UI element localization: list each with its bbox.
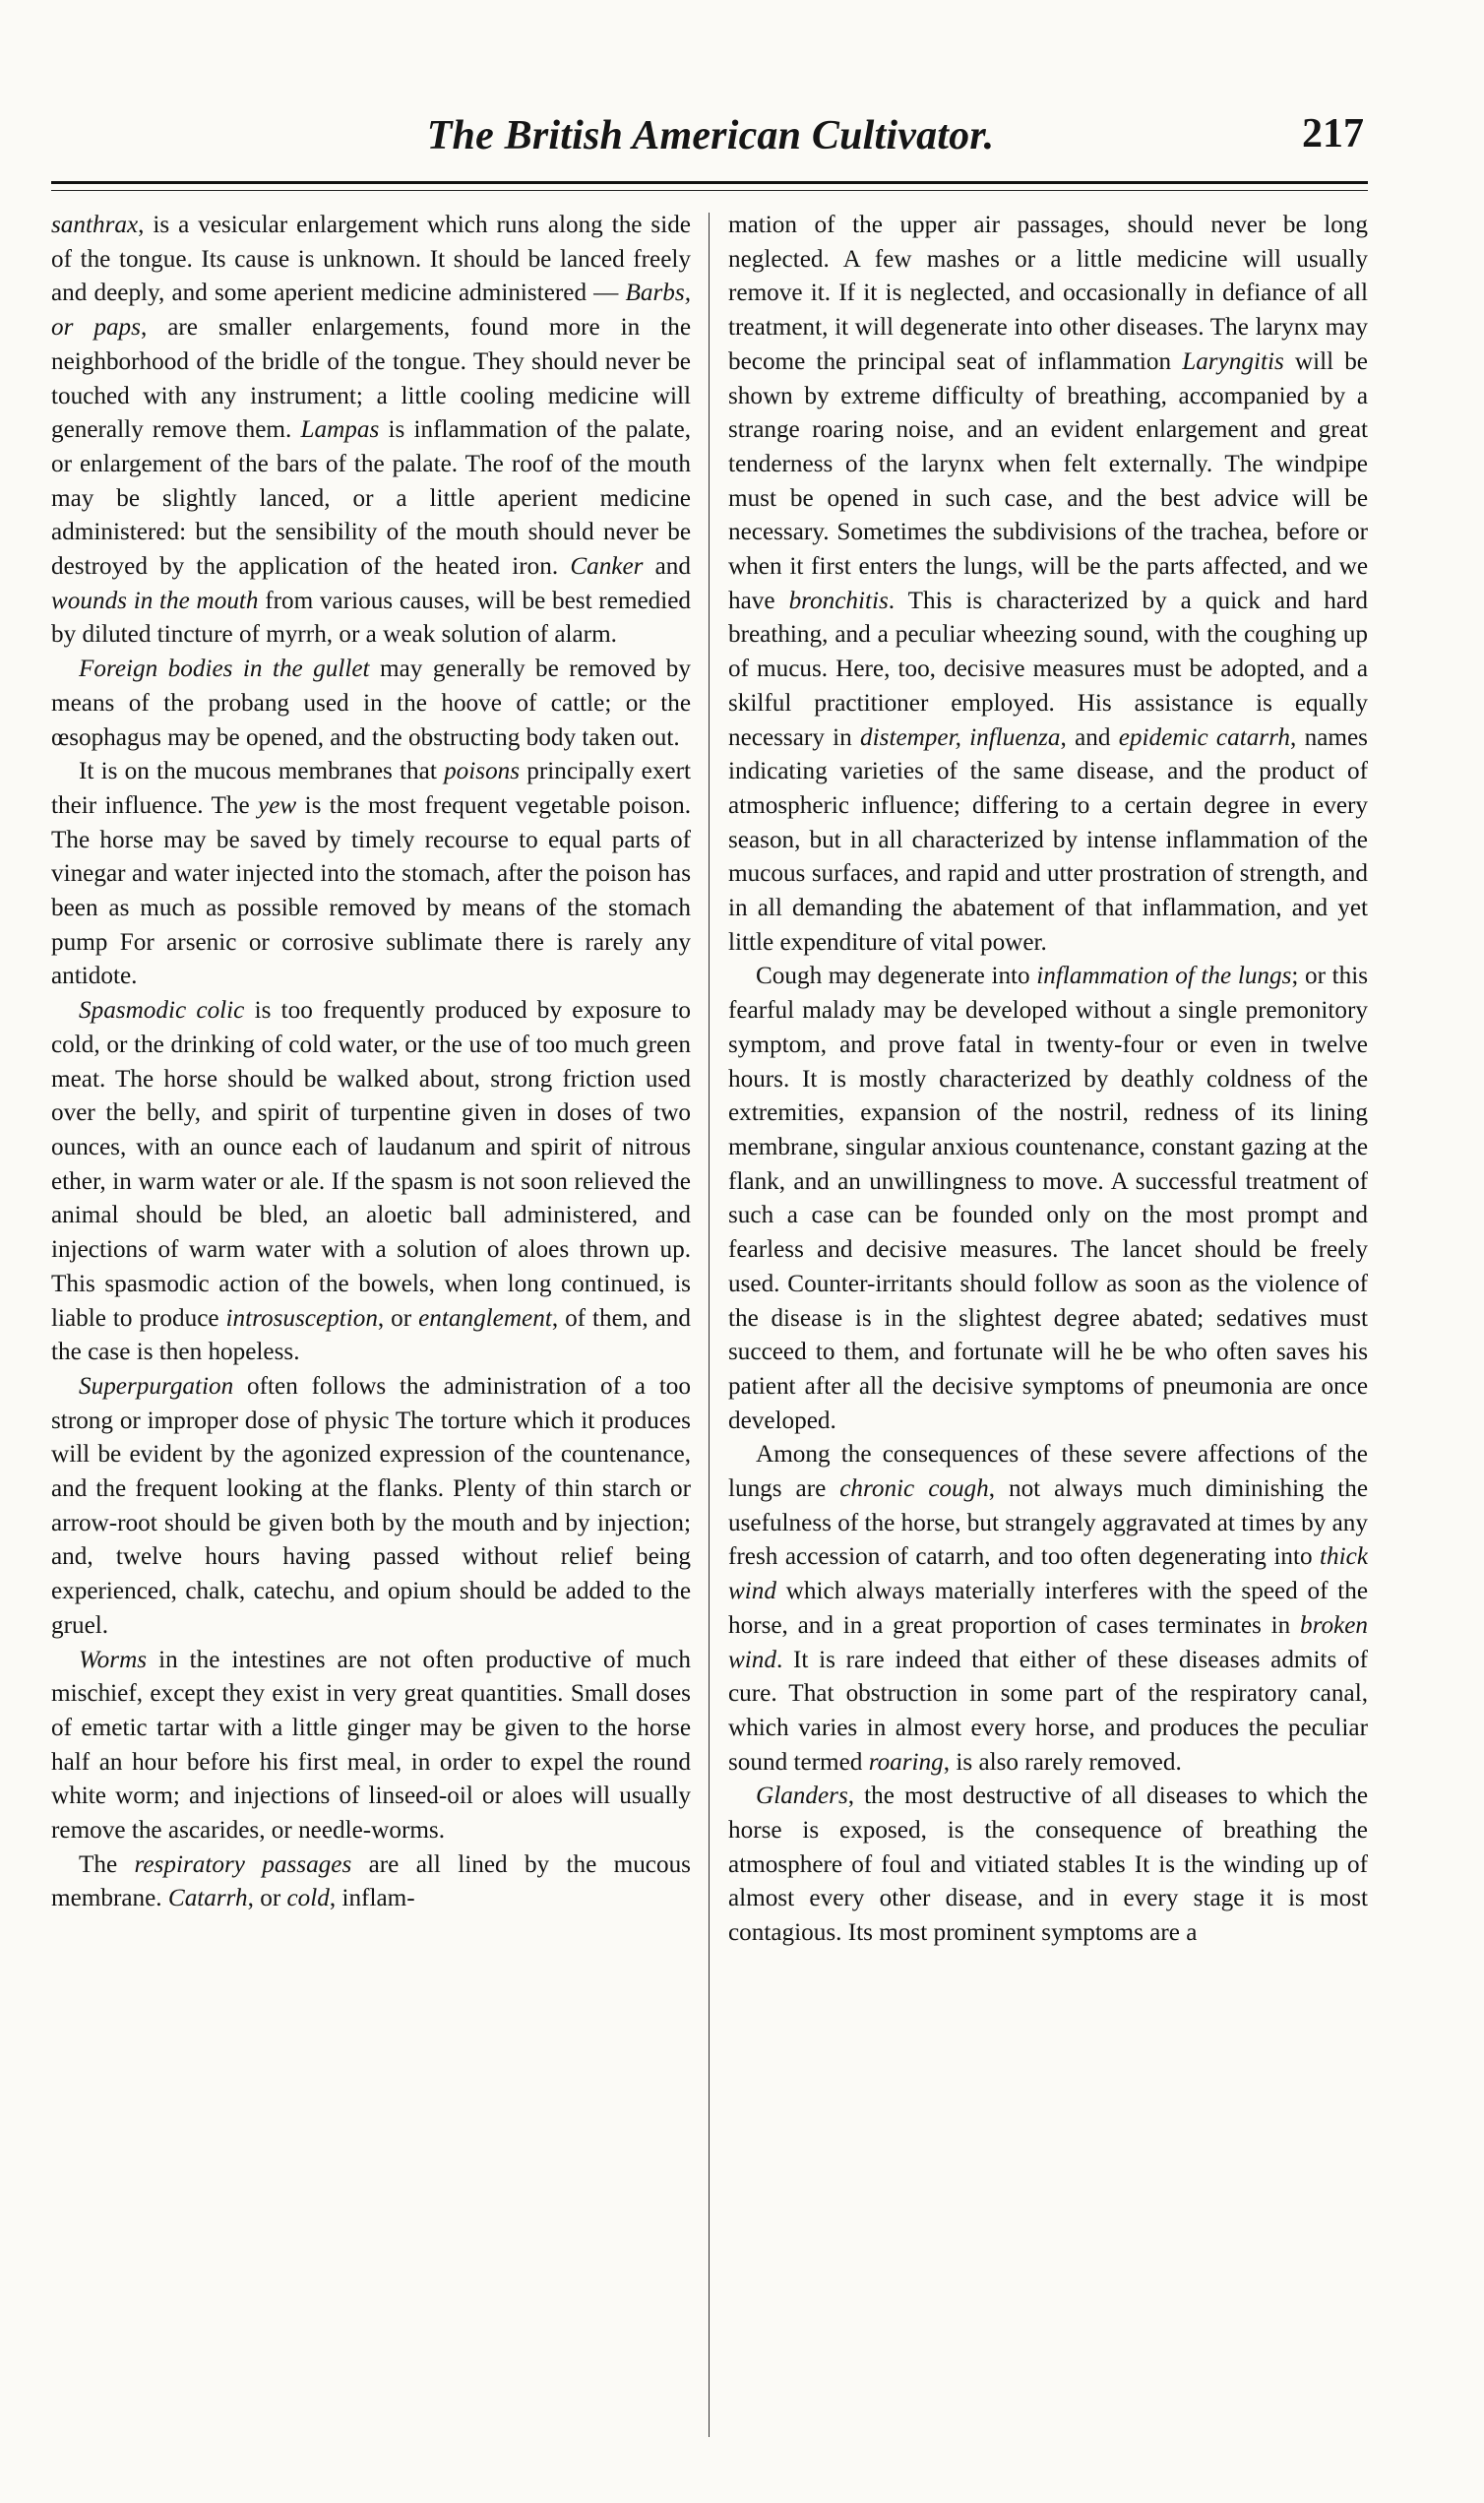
text-run: , are smaller enlargements, found more in the neighborhood of the bridle of the tongue. They should never be touched with any instrument; a little cooling medicine will generally remove them. [51, 314, 691, 444]
right-column [728, 209, 1368, 2443]
term-santhrax: santhrax [51, 212, 139, 238]
text-run: It is on the mucous membranes that [79, 758, 445, 785]
term-poisons: poisons [444, 758, 521, 785]
paragraph-superpurgation [51, 1370, 691, 1644]
text-run: , or [247, 1885, 287, 1912]
text-run: , inflam- [329, 1885, 415, 1912]
text-run: , is a vesicular enlargement which runs along the side of the tongue. Its cause is unknown. It should be lanced freely and deeply, and some aperient medicine administered — [51, 212, 691, 307]
text-run: The [79, 1850, 135, 1878]
column-divider [709, 213, 710, 2437]
header-rule-thick [51, 181, 1368, 184]
term-wounds: wounds in the mouth [51, 587, 259, 614]
paragraph-mouth-diseases [51, 209, 691, 653]
text-run: . This is characterized by a quick and hard breathing, and a peculiar wheezing sound, with the coughing up of mucus. Here, too, decisive measures must be adopted, and a skilful practitioner employed. His assistance is equally necessary in [728, 587, 1368, 751]
term-thick-wind: thick wind [728, 1543, 1368, 1605]
text-run: , is also rarely removed. [943, 1748, 1182, 1776]
term-bronchitis: bronchitis [788, 587, 889, 614]
term-lampas: Lampas [300, 416, 380, 444]
term-superpurgation: Superpurgation [79, 1372, 234, 1400]
paragraph-glanders [728, 1780, 1368, 1951]
text-run: . It is rare indeed that either of these diseases admits of cure. That obstruction in some part of the respiratory canal, which varies in almost every horse, and produces the peculiar sound termed [728, 1646, 1368, 1776]
term-laryngitis: Laryngitis [1182, 347, 1284, 375]
text-run: , or [377, 1304, 419, 1332]
paragraph-colic [51, 994, 691, 1370]
term-catarrh: Catarrh [167, 1885, 248, 1912]
term-worms: Worms [79, 1646, 148, 1673]
term-distemper-influenza: distemper, influenza [860, 723, 1061, 751]
text-run: which always materially interferes with the speed of the horse, and in a great proportion of cases terminates in [728, 1578, 1368, 1639]
paragraph-air-passages [728, 209, 1368, 960]
text-run: , and [1060, 723, 1119, 751]
text-run: ; or this fearful malady may be developed without a single premonitory symptom, and prove fatal in twenty-four or even in twelve hours. It is mostly characterized by deathly coldness of the extremities, expansion of the nostril, redness of its lining membrane, singular anxious countenance, constant gazing at the flank, and an unwillingness to move. A successful treatment of such a case can be founded only on the most prompt and fearless and decisive measures. The lancet should be freely used. Counter-irritants should follow as soon as the violence of the disease is in the slightest degree abated; sedatives must succeed to them, and fortunate will he be who often saves his patient after all the decisive symptoms of pneumonia are once developed. [728, 963, 1368, 1434]
text-run: often follows the administration of a too strong or improper dose of physic The torture which it produces will be evident by the agonized expression of the countenance, and the frequent looking at the flanks. Plenty of thin starch or arrow-root should be given both by the mouth and by injection; and, twelve hours having passed without relief being experienced, chalk, catechu, and opium should be added to the gruel. [51, 1372, 691, 1639]
text-run: in the intestines are not often productive of much mischief, except they exist in very great quantities. Small doses of emetic tartar with a little ginger may be given to the horse half an hour before his first meal, in order to expel the round white worm; and injections of linseed-oil or aloes will usually remove the ascarides, or needle-worms. [51, 1646, 691, 1845]
term-yew: yew [258, 791, 297, 819]
text-run: is the most frequent vegetable poison. The horse may be saved by timely recourse to equal parts of vinegar and water injected into the stomach, after the poison has been as much as possible removed by means of the stomach pump For arsenic or corrosive sublimate there is rarely any antidote. [51, 791, 691, 990]
term-cold: cold [286, 1885, 330, 1912]
term-broken-wind: broken wind [728, 1611, 1368, 1673]
left-column [51, 209, 691, 2443]
term-entanglement: entanglement [418, 1304, 552, 1332]
term-roaring: roaring [868, 1748, 944, 1776]
paragraph-respiratory [51, 1848, 691, 1916]
page-title: The British American Cultivator. [426, 113, 995, 158]
text-run: Among the consequences of these severe affections of the lungs are [728, 1441, 1368, 1503]
paragraph-gullet [51, 653, 691, 755]
term-epidemic-catarrh: epidemic catarrh [1118, 723, 1291, 751]
term-spasmodic-colic: Spasmodic colic [79, 997, 245, 1025]
paragraph-worms [51, 1644, 691, 1848]
paragraph-consequences [728, 1438, 1368, 1780]
text-run: , the most destructive of all diseases to which the horse is exposed, is the consequence of breathing the atmosphere of foul and vitiated stables It is the winding up of almost every other disease, and in every stage it is most contagious. Its most prominent symptoms are a [728, 1783, 1368, 1947]
text-run: Cough may degenerate into [756, 963, 1037, 990]
text-run: , names indicating varieties of the same disease, and the product of atmospheric influence; differing to a certain degree in every season, but in all characterized by intense inflammation of the mucous surfaces, and rapid and utter prostration of strength, and in all demanding the abatement of that inflammation, and yet little expenditure of vital power. [728, 723, 1368, 956]
text-run: , not always much diminishing the usefulness of the horse, but strangely aggravated at times by any fresh accession of catarrh, and too often degenerating into [728, 1475, 1368, 1571]
text-run: may generally be removed by means of the probang used in the hoove of cattle; or the œsophagus may be opened, and the obstructing body taken out. [51, 656, 691, 751]
paragraph-poisons [51, 755, 691, 994]
text-run: will be shown by extreme difficulty of breathing, accompanied by a strange roaring noise, and an evident enlargement and great tenderness of the larynx when felt externally. The windpipe must be opened in such case, and the best advice will be necessary. Sometimes the subdivisions of the trachea, before or when it first enters the lungs, will be the parts affected, and we have [728, 347, 1368, 614]
term-foreign-bodies: Foreign bodies in the gullet [79, 656, 370, 683]
text-run: , of them, and the case is then hopeless. [51, 1304, 691, 1366]
text-run: principally exert their influence. The [51, 758, 691, 819]
header-rule-thin [51, 190, 1368, 191]
term-chronic-cough: chronic cough [839, 1475, 989, 1503]
paragraph-cough [728, 960, 1368, 1438]
term-glanders: Glanders [756, 1783, 848, 1810]
term-respiratory-passages: respiratory passages [134, 1850, 352, 1878]
text-run: from various causes, will be best remedied by diluted tincture of myrrh, or a weak solution of alarm. [51, 587, 691, 649]
text-run: are all lined by the mucous membrane. [51, 1850, 691, 1912]
page-header [51, 106, 1370, 175]
term-canker: Canker [570, 553, 644, 581]
text-run: is inflammation of the palate, or enlargement of the bars of the palate. The roof of the mouth may be slightly lanced, or a little aperient medicine administered: but the sensibility of the mouth should never be destroyed by the application of the heated iron. [51, 416, 691, 581]
term-barbs: Barbs, or paps [51, 280, 691, 342]
text-run: and [643, 553, 691, 581]
text-run: is too frequently produced by exposure to cold, or the drinking of cold water, or the use of too much green meat. The horse should be walked about, strong friction used over the belly, and spirit of turpentine given in doses of two ounces, with an ounce each of laudanum and spirit of nitrous ether, in warm water or ale. If the spasm is not soon relieved the animal should be bled, an aloetic ball administered, and injections of warm water with a solution of aloes thrown up. This spasmodic action of the bowels, when long continued, is liable to produce [51, 997, 691, 1332]
term-inflammation-lungs: inflammation of the lungs [1036, 963, 1292, 990]
page-number: 217 [1302, 111, 1364, 156]
text-run: mation of the upper air passages, should never be long neglected. A few mashes or a little medicine will usually remove it. If it is neglected, and occasionally in defiance of all treatment, it will degenerate into other diseases. The larynx may become the principal seat of inflammation [728, 212, 1368, 375]
term-introsusception: introsusception [225, 1304, 378, 1332]
